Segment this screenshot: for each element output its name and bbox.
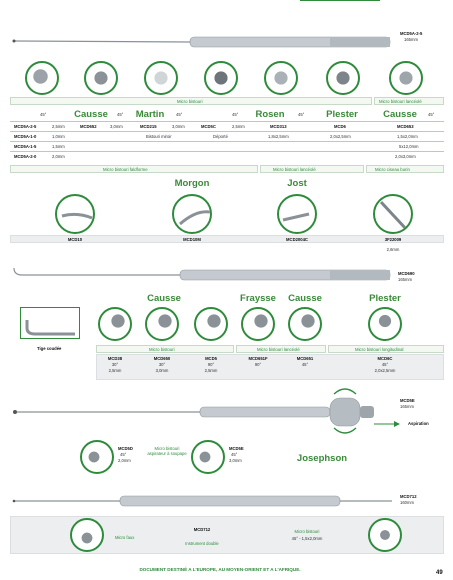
s1-r1-c0: MCD5A-1-0 [14, 134, 37, 139]
s2-circle-4 [373, 194, 413, 234]
tip-circle-7 [389, 61, 423, 95]
tige-box [20, 307, 80, 339]
s1-r0-c10: MCD653 [397, 124, 414, 129]
s1-r2-c1: 1,5mm [52, 144, 65, 149]
s4-middle-label: Micro bistouri aspirateur à soupape [147, 446, 187, 456]
tip-circle-2 [84, 61, 118, 95]
s4-circle-2 [191, 440, 225, 474]
tip-circle-1 [25, 61, 59, 95]
s3-circle-5 [288, 307, 322, 341]
s1-r0-c6: MCD5C [201, 124, 216, 129]
s3-bar-1 [96, 345, 234, 353]
s3-h-fraysse: Fraysse [240, 293, 276, 304]
s5-circle-2 [368, 518, 402, 552]
s1-h-martin: Martin [135, 109, 165, 120]
s2-h-jost: Jost [287, 178, 307, 189]
s3-code-5: MCD651 [296, 356, 314, 361]
s3-bar-3 [328, 345, 444, 353]
s3-code: MCD690 [398, 271, 415, 276]
s2-circle-3 [277, 194, 317, 234]
s1-h-7: 45° [298, 112, 305, 117]
s4-right-code: MCD5E [229, 446, 244, 451]
s3-bar-label-2: Micro bistouri lancéolé [257, 347, 300, 352]
s1-r1-c8: 1,8x2,5mm [268, 134, 289, 139]
s2-code-4: 3F22009 [384, 237, 402, 242]
s1-h-0: 45° [40, 112, 47, 117]
s3-bar-label-3: Micro bistouri longitudinal [355, 347, 404, 352]
s1-bar-right [374, 97, 444, 105]
s1-h-rosen: Rosen [255, 109, 285, 120]
s3-size-6: 2,0x2,5mm [374, 368, 396, 373]
s3-angle-2: 30° [158, 362, 166, 367]
s3-h-plester: Plester [369, 293, 401, 304]
s1-h-5: 45° [232, 112, 239, 117]
s4-header: Josephson [296, 453, 348, 464]
s3-size-3: 2,5mm [204, 368, 218, 373]
s1-bottom-label-1: Micro bistouri faldforme [103, 167, 148, 172]
s1-r2-c0: MCD5A-1-5 [14, 144, 37, 149]
s4-left-size: 2,0mm [118, 458, 131, 463]
s1-r0-c3: 3,0mm [110, 124, 123, 129]
s4-right-size: 3,0mm [229, 458, 242, 463]
s5-circle-1 [70, 518, 104, 552]
s5-right-detail: 45° - 1,5x2,0mm [291, 536, 323, 541]
footer-text: DOCUMENT DESTINÉ A L'EUROPE, AU MOYEN-ORIENT ET A L'AFRIQUE. [139, 567, 301, 572]
s3-size-2: 3,0mm [155, 368, 169, 373]
s1-bar-left-label: Micro bistouri [177, 99, 203, 104]
s1-code: MCD5A-2-5 [400, 31, 423, 36]
s1-bar-left [10, 97, 372, 105]
s1-r0-c2: MCD652 [80, 124, 97, 129]
instrument-image-mcd5e [0, 388, 453, 438]
top-border-line [300, 0, 380, 1]
s2-code-1: MCD10 [67, 237, 83, 242]
s1-h-4: 45° [176, 112, 183, 117]
s3-code-2: MCD650 [153, 356, 171, 361]
s5-right-label: Micro bistouri [294, 529, 320, 534]
page-number: 49 [436, 570, 443, 576]
s1-r3-c10: 2,0x3,0mm [395, 154, 416, 159]
s3-bar-label-1: Micro bistouri [149, 347, 175, 352]
s1-r0-c0: MCD5A-2-5 [14, 124, 37, 129]
s1-r1-c10: 1,5x2,0mm [397, 134, 418, 139]
s2-code-2: MCD10M [183, 237, 201, 242]
instrument-image-mcd690 [0, 262, 453, 292]
s1-bottom-bar-2 [260, 165, 364, 173]
s3-code-3: MCD5 [205, 356, 217, 361]
s3-circle-2 [145, 307, 179, 341]
s1-r0-c8: MCD313 [270, 124, 287, 129]
s1-bottom-label-2: Micro bistouri lancéolé [273, 167, 316, 172]
s2-circle-2 [172, 194, 212, 234]
s1-r0-c4: MCD215 [140, 124, 157, 129]
s4-circle-1 [80, 440, 114, 474]
s1-bottom-label-3: Micro ciseau burin [375, 167, 410, 172]
s5-code: MCD712 [400, 494, 417, 499]
s1-bar-right-label: Micro bistouri lancéolé [379, 99, 422, 104]
s2-circle-1 [55, 194, 95, 234]
s3-code-4: MCD651F [248, 356, 268, 361]
s3-angle-4: 90° [254, 362, 262, 367]
rotate-arrow-icon [330, 386, 360, 436]
s3-circle-1 [98, 307, 132, 341]
s4-left-angle: 45° [120, 452, 127, 457]
s3-angle-6: 45° [381, 362, 389, 367]
s4-right-angle: 45° [231, 452, 238, 457]
s3-circle-4 [241, 307, 275, 341]
s1-h-causse: Causse [74, 109, 108, 120]
s3-h-causse2: Causse [288, 293, 322, 304]
s1-r1-c6: Déporté [213, 134, 228, 139]
s3-angle-3: 90° [207, 362, 215, 367]
s4-code: MCD5E [400, 398, 415, 403]
tip-circle-4 [204, 61, 238, 95]
s1-length: 165mm [404, 37, 418, 42]
s3-length: 165mm [398, 277, 412, 282]
s1-r1-c1: 1,0mm [52, 134, 65, 139]
s5-mid-label: Instrument double [185, 541, 219, 546]
instrument-image-mcd712 [0, 491, 453, 511]
s1-h-2: 45° [117, 112, 124, 117]
s3-h-causse: Causse [147, 293, 181, 304]
s3-circle-6 [368, 307, 402, 341]
s3-code-1: MCD38 [107, 356, 123, 361]
s1-h-10: 45° [428, 112, 435, 117]
s2-code-3: MCD2004C [286, 237, 308, 242]
tip-circle-6 [326, 61, 360, 95]
s3-circle-3 [194, 307, 228, 341]
s1-r2-c10: 5x12,0mm [399, 144, 419, 149]
s5-left-label: Micro faux [115, 535, 135, 540]
s3-bar-2 [236, 345, 326, 353]
s1-r1-c9: 2,0x2,5mm [330, 134, 351, 139]
s3-size-1: 2,5mm [108, 368, 122, 373]
s5-mid-code: MCD712 [193, 527, 211, 532]
s1-r0-c5: 3,0mm [172, 124, 185, 129]
s2-extra: 2,6mm [386, 247, 400, 252]
s1-h-plester: Plester [326, 109, 358, 120]
s3-code-6: MCD6C [377, 356, 393, 361]
s1-r3-c0: MCD5A-2-0 [14, 154, 37, 159]
aspiration-label: Aspiration [408, 421, 429, 426]
s2-h-morgon: Morgon [174, 178, 210, 189]
s1-r1-c4: Bistouri miroir [146, 134, 172, 139]
s1-r0-c7: 2,5mm [232, 124, 245, 129]
s4-left-code: MCD5D [118, 446, 133, 451]
s1-r3-c1: 2,0mm [52, 154, 65, 159]
tige-label: Tige coudée [37, 346, 62, 351]
tip-circle-3 [144, 61, 178, 95]
s5-length: 160mm [400, 500, 414, 505]
s1-bottom-bar-3 [366, 165, 444, 173]
s3-angle-5: 45° [301, 362, 309, 367]
s1-r0-c1: 2,5mm [52, 124, 65, 129]
s3-angle-1: 30° [111, 362, 119, 367]
s4-length: 165mm [400, 404, 414, 409]
s1-h-causse2: Causse [383, 109, 417, 120]
s1-r0-c9: MCD6 [334, 124, 346, 129]
tip-circle-5 [264, 61, 298, 95]
aspiration-arrow-icon [374, 419, 404, 429]
s1-bottom-bar-1 [10, 165, 258, 173]
